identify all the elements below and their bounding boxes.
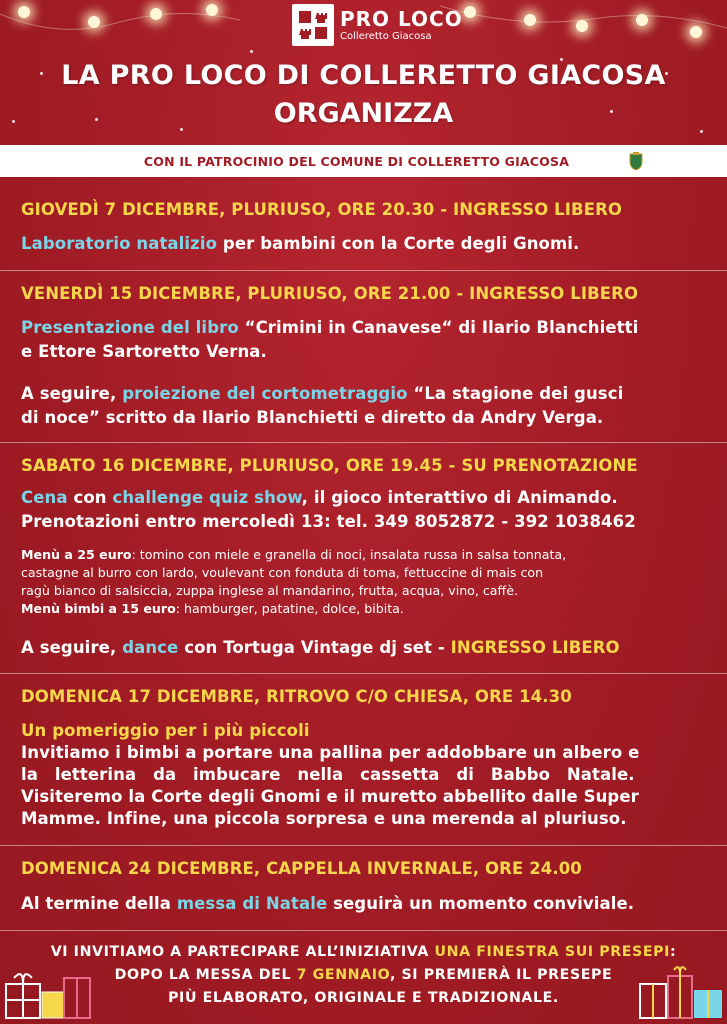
logo-subtitle: Colleretto Giacosa (340, 30, 432, 42)
page-title: LA PRO LOCO DI COLLERETTO GIACOSA (61, 60, 666, 91)
chess-castle-logo-icon (292, 4, 334, 46)
event-subheading: Un pomeriggio per i più piccoli (21, 721, 310, 740)
menu-line: Menù a 25 euro: tomino con miele e granella di noci, insalata russa in salsa tonnata, (21, 547, 567, 562)
light-bulb (576, 20, 588, 32)
menu-line: castagne al burro con lardo, voulevant con fonduta di toma, fettuccine di mais con (21, 565, 544, 580)
section-divider (0, 270, 727, 271)
event-line: A seguire, dance con Tortuga Vintage dj set - INGRESSO LIBERO (21, 638, 620, 657)
event-line: Presentazione del libro “Crimini in Canavese“ di Ilario Blanchietti (21, 318, 639, 337)
footer (0, 930, 727, 1024)
event-heading: GIOVEDÌ 7 DICEMBRE, PLURIUSO, ORE 20.30 - INGRESSO LIBERO (21, 200, 623, 219)
logo-title: PRO LOCO (340, 6, 463, 31)
gift-box-icon (2, 964, 94, 1022)
event-paragraph-line: Mamme. Infine, una piccola sorpresa e una merenda al pluriuso. (21, 809, 627, 828)
section-divider (0, 673, 727, 674)
light-bulb (88, 16, 100, 28)
menu-line: Menù bimbi a 15 euro: hamburger, patatine, dolce, bibita. (21, 601, 404, 616)
event-heading: DOMENICA 24 DICEMBRE, CAPPELLA INVERNALE, ORE 24.00 (21, 859, 582, 878)
event-heading: SABATO 16 DICEMBRE, PLURIUSO, ORE 19.45 - SU PRENOTAZIONE (21, 456, 638, 475)
footer-line: DOPO LA MESSA DEL 7 GENNAIO, SI PREMIERÀ IL PRESEPE (114, 967, 613, 983)
section-divider (0, 442, 727, 443)
event-paragraph-line: Invitiamo i bimbi a portare una pallina per addobbare un albero e (21, 743, 640, 762)
patronage-text: CON IL PATROCINIO DEL COMUNE DI COLLERETTO GIACOSA (143, 153, 570, 169)
light-bulb (464, 6, 476, 18)
event-paragraph-line: la letterina da imbucare nella cassetta di Babbo Natale. (21, 765, 635, 784)
event-line: Prenotazioni entro mercoledì 13: tel. 349 8052872 - 392 1038462 (21, 512, 636, 531)
menu-line: ragù bianco di salsiccia, zuppa inglese al mandarino, frutta, acqua, vino, caffè. (21, 583, 518, 598)
event-paragraph-line: Visiteremo la Corte degli Gnomi e il muretto abbellito dalle Super (21, 787, 639, 806)
light-bulb (690, 26, 702, 38)
page-subtitle: ORGANIZZA (273, 98, 454, 129)
event-line: Cena con challenge quiz show, il gioco interattivo di Animando. (21, 488, 618, 507)
event-line: Laboratorio natalizio per bambini con la Corte degli Gnomi. (21, 234, 580, 253)
section-divider (0, 845, 727, 846)
light-bulb (150, 8, 162, 20)
light-bulb (206, 4, 218, 16)
light-bulb (636, 14, 648, 26)
gift-box-icon (636, 960, 726, 1022)
event-heading: DOMENICA 17 DICEMBRE, RITROVO C/O CHIESA, ORE 14.30 (21, 687, 572, 706)
light-bulb (524, 14, 536, 26)
event-line: di noce” scritto da Ilario Blanchietti e diretto da Andry Verga. (21, 408, 604, 427)
event-heading: VENERDÌ 15 DICEMBRE, PLURIUSO, ORE 21.00 - INGRESSO LIBERO (21, 284, 639, 303)
municipal-crest-icon (629, 152, 643, 170)
patronage-band (0, 145, 727, 177)
event-line: A seguire, proiezione del cortometraggio “La stagione dei gusci (21, 384, 624, 403)
footer-line: PIÙ ELABORATO, ORIGINALE E TRADIZIONALE. (168, 990, 559, 1006)
light-bulb (18, 6, 30, 18)
footer-line: VI INVITIAMO A PARTECIPARE ALL’INIZIATIVA UNA FINESTRA SUI PRESEPI: (50, 944, 677, 960)
event-line: e Ettore Sartoretto Verna. (21, 342, 267, 361)
event-line: Al termine della messa di Natale seguirà un momento conviviale. (21, 894, 635, 913)
pro-loco-logo (292, 4, 463, 46)
